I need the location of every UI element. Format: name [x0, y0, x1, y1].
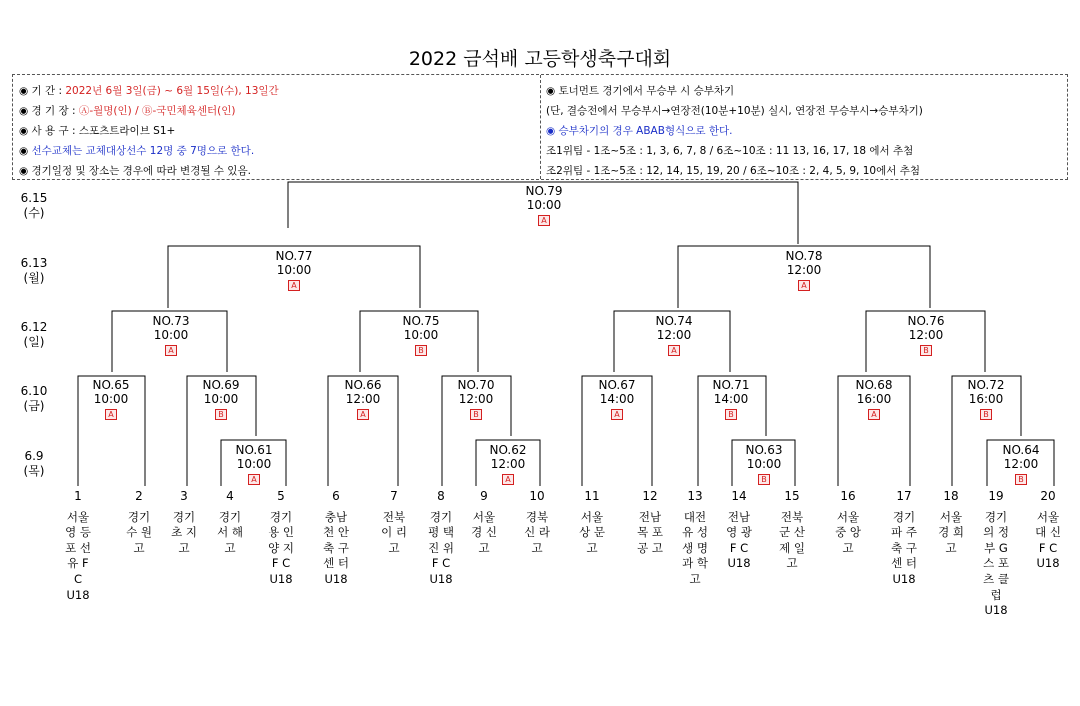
team-4: 4 경기 서 해 고	[217, 489, 243, 555]
match-61: NO.61 10:00 A	[235, 443, 273, 484]
team-6: 6 충남 천 안 축 구 센 터 U18	[323, 489, 349, 586]
team-15: 15 전북 군 산 제 일 고	[779, 489, 805, 571]
team-5: 5 경기 용 인 양 지 F C U18	[268, 489, 294, 586]
info-group-second: 조2위팀 - 1조~5조 : 12, 14, 15, 19, 20 / 6조~10조 : 2, 4, 5, 9, 10에서 추첨	[546, 165, 920, 177]
match-71: NO.71 14:00 B	[712, 378, 750, 419]
info-substitution: ◉ 선수교체는 교체대상선수 12명 중 7명으로 한다.	[19, 145, 255, 157]
venue-badge: A	[357, 409, 369, 420]
page-title: 2022 금석배 고등학생축구대회	[408, 48, 672, 70]
venue-badge: A	[502, 474, 514, 485]
venue-badge: B	[758, 474, 770, 485]
match-78: NO.78 12:00 A	[785, 249, 823, 290]
venue-badge: B	[980, 409, 992, 420]
round-label-r20: 6.9 (목)	[23, 449, 45, 478]
match-73: NO.73 10:00 A	[152, 314, 190, 355]
match-62: NO.62 12:00 A	[489, 443, 527, 484]
match-79: NO.79 10:00 A	[525, 184, 563, 225]
match-66: NO.66 12:00 A	[344, 378, 382, 419]
match-68: NO.68 16:00 A	[855, 378, 893, 419]
venue-badge: A	[611, 409, 623, 420]
team-19: 19 경기 의 정 부 G 스 포 츠 클 럽 U18	[983, 489, 1009, 618]
match-67: NO.67 14:00 A	[598, 378, 636, 419]
team-11: 11 서울 상 문 고	[579, 489, 605, 555]
match-70: NO.70 12:00 B	[457, 378, 495, 419]
venue-badge: A	[288, 280, 300, 291]
venue-badge: B	[470, 409, 482, 420]
match-77: NO.77 10:00 A	[275, 249, 313, 290]
team-3: 3 경기 초 지 고	[171, 489, 197, 555]
venue-badge: A	[668, 345, 680, 356]
team-9: 9 서울 경 신 고	[471, 489, 497, 555]
match-72: NO.72 16:00 B	[967, 378, 1005, 419]
venue-badge: B	[725, 409, 737, 420]
round-label-quarter: 6.12 (일)	[20, 320, 48, 349]
match-76: NO.76 12:00 B	[907, 314, 945, 355]
info-rule-final: (단, 결승전에서 무승부시→연장전(10분+10분) 실시, 연장전 무승부시→승부차기)	[546, 105, 923, 117]
round-label-semi: 6.13 (월)	[20, 256, 48, 285]
match-65: NO.65 10:00 A	[92, 378, 130, 419]
venue-badge: B	[920, 345, 932, 356]
team-10: 10 경북 신 라 고	[524, 489, 550, 555]
team-14: 14 전남 영 광 F C U18	[726, 489, 752, 571]
venue-badge: A	[105, 409, 117, 420]
round-label-r16: 6.10 (금)	[20, 384, 48, 413]
team-20: 20 서울 대 신 F C U18	[1035, 489, 1061, 571]
match-63: NO.63 10:00 B	[745, 443, 783, 484]
team-2: 2 경기 수 원 고	[126, 489, 152, 555]
venue-badge: A	[165, 345, 177, 356]
venue-badge: B	[415, 345, 427, 356]
info-schedule-note: ◉ 경기일정 및 장소는 경우에 따라 변경될 수 있음.	[19, 165, 251, 177]
team-7: 7 전북 이 리 고	[381, 489, 407, 555]
match-75: NO.75 10:00 B	[402, 314, 440, 355]
venue-badge: A	[248, 474, 260, 485]
team-12: 12 전남 목 포 공 고	[637, 489, 663, 555]
team-1: 1 서울 영 등 포 선 유 F C U18	[65, 489, 91, 602]
team-18: 18 서울 경 희 고	[938, 489, 964, 555]
info-group-first: 조1위팀 - 1조~5조 : 1, 3, 6, 7, 8 / 6조~10조 : 11 13, 16, 17, 18 에서 추첨	[546, 145, 914, 157]
info-venue: ◉ 경 기 장 : Ⓐ-월명(인) / Ⓑ-국민체육센터(인)	[19, 105, 236, 117]
match-69: NO.69 10:00 B	[202, 378, 240, 419]
team-16: 16 서울 중 앙 고	[835, 489, 861, 555]
venue-badge: B	[215, 409, 227, 420]
info-period: ◉ 기 간 : 2022년 6월 3일(금) ~ 6월 15일(수), 13일간	[19, 85, 279, 97]
info-rule-abab: ◉ 승부차기의 경우 ABAB형식으로 한다.	[546, 125, 733, 137]
team-13: 13 대전 유 성 생 명 과 학 고	[682, 489, 708, 586]
info-rule-draw: ◉ 토너먼트 경기에서 무승부 시 승부차기	[546, 85, 735, 97]
venue-badge: B	[1015, 474, 1027, 485]
info-ball: ◉ 사 용 구 : 스포츠트라이브 S1+	[19, 125, 176, 137]
team-8: 8 경기 평 택 진 위 F C U18	[428, 489, 454, 586]
team-17: 17 경기 파 주 축 구 센 터 U18	[891, 489, 917, 586]
venue-badge: A	[538, 215, 550, 226]
match-74: NO.74 12:00 A	[655, 314, 693, 355]
venue-badge: A	[798, 280, 810, 291]
round-label-final: 6.15 (수)	[20, 191, 48, 220]
match-64: NO.64 12:00 B	[1002, 443, 1040, 484]
venue-badge: A	[868, 409, 880, 420]
